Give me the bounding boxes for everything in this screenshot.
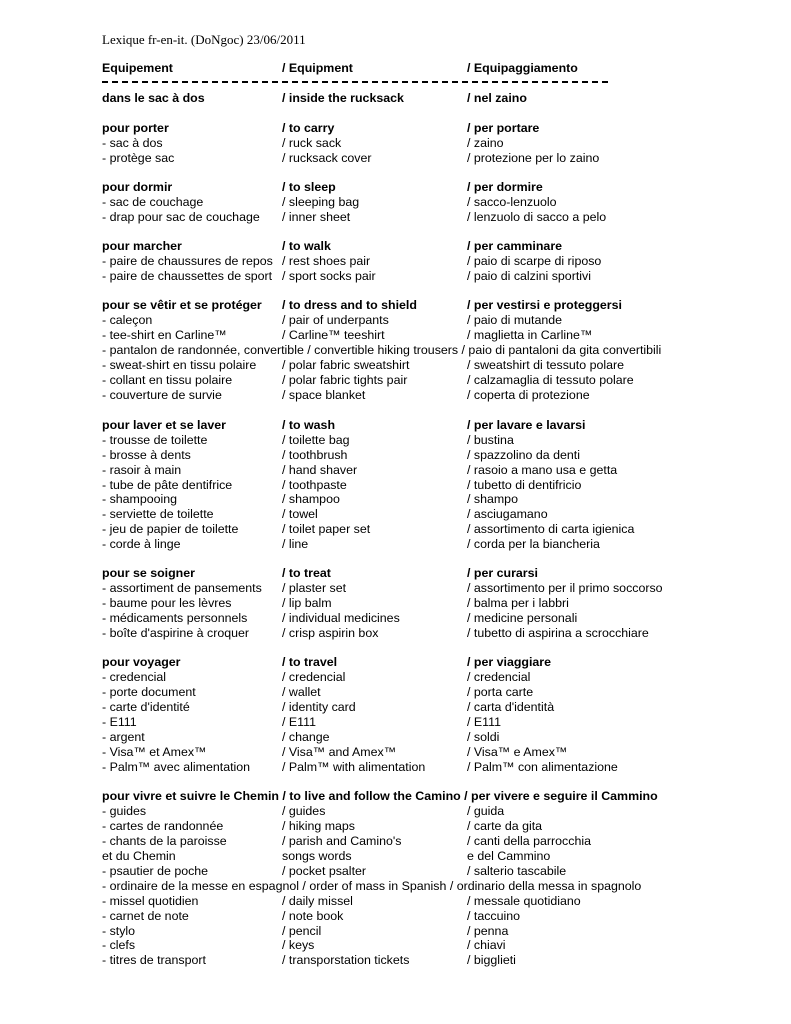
list-item xyxy=(102,760,782,775)
term-en: / plaster set xyxy=(282,581,347,595)
term-fr: - protège sac xyxy=(102,151,175,165)
section-heading-row xyxy=(102,180,782,195)
title-it: / Equipaggiamento xyxy=(467,61,578,75)
term-en: / note book xyxy=(282,909,344,923)
term-it: / sweatshirt di tessuto polare xyxy=(467,358,625,372)
term-it: / maglietta in Carline™ xyxy=(467,328,593,342)
term-en: / Palm™ with alimentation xyxy=(282,760,426,774)
term-it: / per lavare e lavarsi xyxy=(467,418,586,432)
term-fr: - chants de la paroisse xyxy=(102,834,227,848)
term-en: / change xyxy=(282,730,330,744)
term-it: / assortimento per il primo soccorso xyxy=(467,581,663,595)
term-it: / penna xyxy=(467,924,509,938)
term-it: / nel zaino xyxy=(467,91,527,105)
row-text: pour vivre et suivre le Chemin / to live and follow the Camino / per vivere e seguire il Cammino xyxy=(102,789,658,803)
term-it: / tubetto di dentifricio xyxy=(467,478,582,492)
term-it: / shampo xyxy=(467,492,518,506)
term-it: / assortimento di carta igienica xyxy=(467,522,635,536)
term-fr: pour marcher xyxy=(102,239,182,253)
term-en: / to wash xyxy=(282,418,336,432)
term-fr: - porte document xyxy=(102,685,196,699)
term-it: / carte da gita xyxy=(467,819,543,833)
term-fr: - guides xyxy=(102,804,147,818)
term-it: e del Cammino xyxy=(467,849,551,863)
list-item xyxy=(102,715,782,730)
list-item xyxy=(102,611,782,626)
term-it: / protezione per lo zaino xyxy=(467,151,600,165)
term-fr: - credencial xyxy=(102,670,167,684)
list-item xyxy=(102,151,782,166)
term-fr: - jeu de papier de toilette xyxy=(102,522,239,536)
term-it: / per portare xyxy=(467,121,540,135)
row-text: - pantalon de randonnée, convertible / convertible hiking trousers / paio di pantaloni da gita convertibili xyxy=(102,343,662,357)
term-en: / crisp aspirin box xyxy=(282,626,379,640)
term-fr: - argent xyxy=(102,730,145,744)
term-it: / paio di calzini sportivi xyxy=(467,269,591,283)
term-fr: - stylo xyxy=(102,924,136,938)
term-fr: - cartes de randonnée xyxy=(102,819,224,833)
list-item xyxy=(102,358,782,373)
term-fr: - missel quotidien xyxy=(102,894,199,908)
section-heading-row xyxy=(102,91,782,106)
term-fr: - médicaments personnels xyxy=(102,611,248,625)
term-fr: - shampooing xyxy=(102,492,178,506)
term-it: / per vestirsi e proteggersi xyxy=(467,298,622,312)
term-it: / asciugamano xyxy=(467,507,548,521)
term-fr: - assortiment de pansements xyxy=(102,581,262,595)
list-item xyxy=(102,626,782,641)
term-it: / taccuino xyxy=(467,909,521,923)
term-it: / paio di scarpe di riposo xyxy=(467,254,602,268)
term-fr: dans le sac à dos xyxy=(102,91,205,105)
list-item xyxy=(102,210,782,225)
term-en: / transporstation tickets xyxy=(282,953,410,967)
term-it: / sacco-lenzuolo xyxy=(467,195,557,209)
term-it: / per camminare xyxy=(467,239,563,253)
table-title-row xyxy=(102,61,782,76)
list-item xyxy=(102,953,782,968)
list-item xyxy=(102,478,782,493)
list-item xyxy=(102,849,782,864)
document-header: Lexique fr-en-it. (DoNgoc) 23/06/2011 xyxy=(102,32,306,47)
list-item xyxy=(102,343,782,358)
term-en: / lip balm xyxy=(282,596,332,610)
term-it: / chiavi xyxy=(467,938,506,952)
list-item xyxy=(102,507,782,522)
term-en: / line xyxy=(282,537,309,551)
term-en: / to dress and to shield xyxy=(282,298,417,312)
list-item xyxy=(102,864,782,879)
list-item xyxy=(102,269,782,284)
term-en: / hiking maps xyxy=(282,819,356,833)
term-en: songs words xyxy=(282,849,352,863)
list-item xyxy=(102,195,782,210)
list-item xyxy=(102,879,782,894)
term-fr: - rasoir à main xyxy=(102,463,182,477)
term-it: / calzamaglia di tessuto polare xyxy=(467,373,634,387)
term-it: / carta d'identità xyxy=(467,700,555,714)
term-fr: pour se soigner xyxy=(102,566,195,580)
term-it: / messale quotidiano xyxy=(467,894,581,908)
term-en: / toilette bag xyxy=(282,433,350,447)
term-en: / pair of underpants xyxy=(282,313,389,327)
list-item xyxy=(102,522,782,537)
term-it: / bigglieti xyxy=(467,953,516,967)
term-it: / balma per i labbri xyxy=(467,596,569,610)
dashed-separator xyxy=(102,81,608,83)
list-item xyxy=(102,373,782,388)
term-en: / sleeping bag xyxy=(282,195,360,209)
list-item xyxy=(102,834,782,849)
section-heading-row xyxy=(102,298,782,313)
term-fr: - boîte d'aspirine à croquer xyxy=(102,626,250,640)
term-it: / canti della parrocchia xyxy=(467,834,591,848)
list-item xyxy=(102,670,782,685)
list-item xyxy=(102,924,782,939)
term-en: / credencial xyxy=(282,670,346,684)
term-en: / guides xyxy=(282,804,326,818)
section-heading-row xyxy=(102,789,782,804)
list-item xyxy=(102,745,782,760)
term-en: / towel xyxy=(282,507,318,521)
section-heading-row xyxy=(102,239,782,254)
term-fr: - titres de transport xyxy=(102,953,206,967)
list-item xyxy=(102,730,782,745)
section-heading-row xyxy=(102,418,782,433)
term-it: / E111 xyxy=(467,715,501,729)
term-fr: pour se vêtir et se protéger xyxy=(102,298,262,312)
term-it: / paio di mutande xyxy=(467,313,563,327)
term-it: / per viaggiare xyxy=(467,655,552,669)
term-fr: - collant en tissu polaire xyxy=(102,373,233,387)
term-en: / to walk xyxy=(282,239,331,253)
list-item xyxy=(102,894,782,909)
list-item xyxy=(102,448,782,463)
term-it: / corda per la biancheria xyxy=(467,537,600,551)
term-it: / credencial xyxy=(467,670,531,684)
term-fr: pour laver et se laver xyxy=(102,418,226,432)
row-text: - ordinaire de la messe en espagnol / order of mass in Spanish / ordinario della messa in spagnolo xyxy=(102,879,642,893)
term-it: / tubetto di aspirina a scrocchiare xyxy=(467,626,649,640)
term-fr: pour dormir xyxy=(102,180,173,194)
term-fr: - corde à linge xyxy=(102,537,181,551)
list-item xyxy=(102,388,782,403)
list-item xyxy=(102,537,782,552)
term-it: / rasoio a mano usa e getta xyxy=(467,463,618,477)
section-heading-row xyxy=(102,655,782,670)
term-en: / space blanket xyxy=(282,388,366,402)
term-en: / shampoo xyxy=(282,492,340,506)
term-fr: - Palm™ avec alimentation xyxy=(102,760,251,774)
term-en: / wallet xyxy=(282,685,321,699)
term-en: / keys xyxy=(282,938,315,952)
term-it: / salterio tascabile xyxy=(467,864,567,878)
term-en: / individual medicines xyxy=(282,611,400,625)
term-en: / rucksack cover xyxy=(282,151,372,165)
term-fr: - Visa™ et Amex™ xyxy=(102,745,207,759)
term-en: / hand shaver xyxy=(282,463,358,477)
term-fr: - drap pour sac de couchage xyxy=(102,210,260,224)
term-fr: - trousse de toilette xyxy=(102,433,208,447)
term-en: / polar fabric sweatshirt xyxy=(282,358,410,372)
section-heading-row xyxy=(102,566,782,581)
term-fr: - baume pour les lèvres xyxy=(102,596,232,610)
term-en: / rest shoes pair xyxy=(282,254,371,268)
section-heading-row xyxy=(102,121,782,136)
term-en: / pocket psalter xyxy=(282,864,367,878)
term-it: / lenzuolo di sacco a pelo xyxy=(467,210,607,224)
term-en: / daily missel xyxy=(282,894,353,908)
list-item xyxy=(102,136,782,151)
list-item xyxy=(102,938,782,953)
list-item xyxy=(102,819,782,834)
term-fr: - sac de couchage xyxy=(102,195,204,209)
term-it: / guida xyxy=(467,804,505,818)
term-fr: - clefs xyxy=(102,938,136,952)
term-fr: - tube de pâte dentifrice xyxy=(102,478,233,492)
term-en: / to sleep xyxy=(282,180,336,194)
list-item xyxy=(102,463,782,478)
list-item xyxy=(102,596,782,611)
term-en: / to carry xyxy=(282,121,335,135)
list-item xyxy=(102,254,782,269)
term-en: / toothbrush xyxy=(282,448,348,462)
term-fr: - caleçon xyxy=(102,313,153,327)
term-fr: - E111 xyxy=(102,715,137,729)
term-fr: et du Chemin xyxy=(102,849,176,863)
term-en: / Carline™ teeshirt xyxy=(282,328,385,342)
term-en: / identity card xyxy=(282,700,356,714)
term-en: / inner sheet xyxy=(282,210,351,224)
term-it: / bustina xyxy=(467,433,514,447)
list-item xyxy=(102,433,782,448)
term-en: / ruck sack xyxy=(282,136,342,150)
term-en: / E111 xyxy=(282,715,316,729)
term-fr: - psautier de poche xyxy=(102,864,209,878)
term-it: / Palm™ con alimentazione xyxy=(467,760,618,774)
term-fr: - carte d'identité xyxy=(102,700,190,714)
term-en: / sport socks pair xyxy=(282,269,376,283)
term-fr: - paire de chaussures de repos xyxy=(102,254,273,268)
term-it: / porta carte xyxy=(467,685,534,699)
term-it: / medicine personali xyxy=(467,611,578,625)
term-it: / soldi xyxy=(467,730,500,744)
term-fr: - serviette de toilette xyxy=(102,507,214,521)
list-item xyxy=(102,804,782,819)
term-it: / coperta di protezione xyxy=(467,388,590,402)
term-it: / per curarsi xyxy=(467,566,538,580)
term-en: / Visa™ and Amex™ xyxy=(282,745,397,759)
term-it: / spazzolino da denti xyxy=(467,448,580,462)
term-it: / zaino xyxy=(467,136,504,150)
term-en: / toothpaste xyxy=(282,478,347,492)
list-item xyxy=(102,909,782,924)
list-item xyxy=(102,492,782,507)
term-fr: - paire de chaussettes de sport xyxy=(102,269,273,283)
list-item xyxy=(102,685,782,700)
term-en: / polar fabric tights pair xyxy=(282,373,408,387)
term-fr: - carnet de note xyxy=(102,909,189,923)
title-fr: Equipement xyxy=(102,61,173,75)
list-item xyxy=(102,700,782,715)
term-it: / Visa™ e Amex™ xyxy=(467,745,568,759)
list-item xyxy=(102,581,782,596)
term-en: / to travel xyxy=(282,655,338,669)
term-fr: - sac à dos xyxy=(102,136,163,150)
term-en: / pencil xyxy=(282,924,322,938)
term-en: / inside the rucksack xyxy=(282,91,404,105)
term-fr: pour voyager xyxy=(102,655,181,669)
term-fr: - couverture de survie xyxy=(102,388,222,402)
term-fr: - sweat-shirt en tissu polaire xyxy=(102,358,257,372)
term-fr: - tee-shirt en Carline™ xyxy=(102,328,227,342)
list-item xyxy=(102,328,782,343)
term-it: / per dormire xyxy=(467,180,543,194)
term-en: / parish and Camino's xyxy=(282,834,402,848)
list-item xyxy=(102,313,782,328)
term-fr: - brosse à dents xyxy=(102,448,191,462)
term-en: / to treat xyxy=(282,566,331,580)
title-en: / Equipment xyxy=(282,61,353,75)
term-en: / toilet paper set xyxy=(282,522,371,536)
term-fr: pour porter xyxy=(102,121,169,135)
